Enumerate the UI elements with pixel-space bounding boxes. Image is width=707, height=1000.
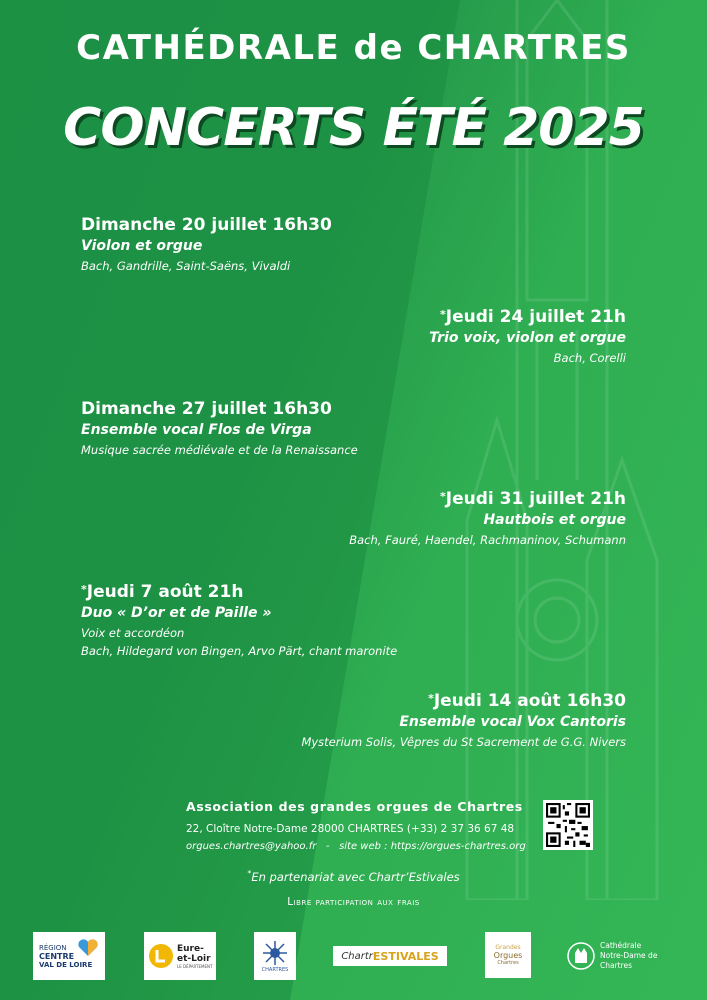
event-info: Bach, Corelli (553, 351, 626, 365)
event-date: *Jeudi 24 juillet 21h (440, 307, 626, 327)
association-block (186, 798, 526, 856)
heart-icon (77, 938, 99, 958)
event-1 (81, 214, 641, 275)
qr-code[interactable] (543, 800, 593, 850)
partner-logos (0, 932, 707, 982)
event-info: Bach, Hildegard von Bingen, Arvo Pärt, chant maronite (81, 644, 398, 658)
event-info: Musique sacrée médiévale et de la Renaissance (81, 443, 358, 457)
event-title: Duo « D’or et de Paille » (81, 605, 272, 621)
event-info: Bach, Fauré, Haendel, Rachmaninov, Schumann (349, 533, 626, 547)
event-info: Mysterium Solis, Vêpres du St Sacrement de G.G. Nivers (301, 735, 626, 749)
event-5 (81, 581, 641, 660)
event-title: Trio voix, violon et orgue (429, 330, 626, 346)
logo-chartres-city: CHARTRES (254, 932, 296, 980)
event-info: Bach, Gandrille, Saint-Saëns, Vivaldi (81, 259, 291, 273)
logo-cathedrale-notre-dame: Cathédrale Notre-Dame de Chartres (566, 938, 678, 974)
event-4 (66, 488, 626, 549)
partner-note: *En partenariat avec Chartr’Estivales (247, 869, 460, 884)
event-info: Voix et accordéon (81, 626, 185, 640)
event-date: Dimanche 27 juillet 16h30 (81, 399, 332, 419)
event-date: *Jeudi 7 août 21h (81, 582, 244, 602)
event-3 (81, 398, 641, 459)
logo-grandes-orgues: Grandes Orgues Chartres (485, 932, 531, 978)
logo-chartr-estivales: Chartr ESTIVALES (333, 946, 447, 966)
logo-region-centre: RÉGION CENTRE VAL DE LOIRE (33, 932, 105, 980)
event-2 (66, 306, 626, 367)
eure-et-loir-icon (149, 944, 173, 968)
event-title: Violon et orgue (81, 238, 203, 254)
page-subtitle: CONCERTS ÉTÉ 2025 (63, 98, 644, 158)
event-title: Ensemble vocal Vox Cantoris (399, 714, 626, 730)
event-title: Hautbois et orgue (483, 512, 626, 528)
page-title: CATHÉDRALE de CHARTRES (76, 28, 631, 68)
event-date: *Jeudi 31 juillet 21h (440, 489, 626, 509)
event-date: Dimanche 20 juillet 16h30 (81, 215, 332, 235)
association-name: Association des grandes orgues de Chartres (186, 799, 523, 814)
association-address: 22, Cloître Notre-Dame 28000 CHARTRES (+33) 2 37 36 67 48 (186, 823, 515, 835)
rosette-icon (261, 939, 289, 967)
event-date: *Jeudi 14 août 16h30 (428, 691, 626, 711)
event-title: Ensemble vocal Flos de Virga (81, 422, 312, 438)
qr-code-icon (546, 803, 590, 847)
event-6 (66, 690, 626, 751)
association-contact: orgues.chartres@yahoo.fr - site web : https://orgues-chartres.org (186, 841, 526, 852)
cathedral-icon (566, 941, 596, 971)
logo-eure-et-loir: Eure- et-Loir LE DÉPARTEMENT (144, 932, 216, 980)
site-label: site web : (339, 841, 388, 852)
email-link[interactable]: orgues.chartres@yahoo.fr (186, 841, 317, 852)
website-link[interactable]: https://orgues-chartres.org (390, 841, 526, 852)
free-entry-note: Libre participation aux frais (287, 896, 420, 908)
